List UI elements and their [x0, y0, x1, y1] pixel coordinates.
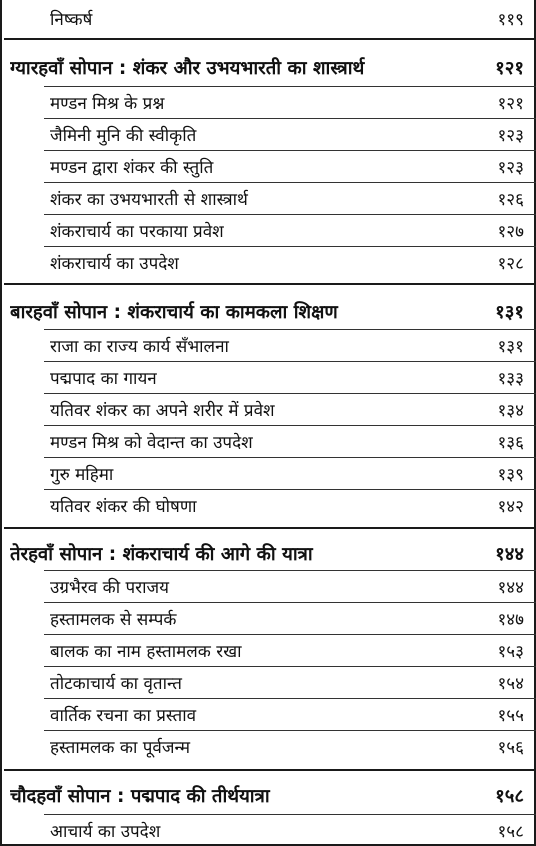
toc-entry: [2, 87, 534, 117]
entry-title: यतिवर शंकर की घोषणा: [50, 496, 197, 517]
entry-title: आचार्य का उपदेश: [50, 821, 161, 842]
entry-title: तोटकाचार्य का वृतान्त: [50, 673, 182, 694]
chapter-divider: [4, 769, 536, 771]
entry-page-number: १२१: [497, 93, 524, 114]
chapter-title: चौदहवाँ सोपान : पद्मपाद की तीर्थयात्रा: [10, 785, 270, 807]
entry-title: शंकराचार्य का उपदेश: [50, 253, 179, 274]
toc-entry: [2, 151, 534, 181]
entry-page-number: १३३: [497, 368, 524, 389]
toc-entry: [2, 815, 534, 845]
chapter-page-number: १२१: [495, 57, 524, 79]
entry-page-number: १२३: [497, 157, 524, 178]
toc-entry: [2, 635, 534, 665]
entry-title: हस्तामलक से सम्पर्क: [50, 609, 177, 630]
entry-title: शंकराचार्य का परकाया प्रवेश: [50, 221, 224, 242]
entry-page-number: १५८: [497, 821, 524, 842]
toc-entry: [2, 731, 534, 761]
entry-title: हस्तामलक का पूर्वजन्म: [50, 737, 191, 758]
entry-title: मण्डन मिश्र को वेदान्त का उपदेश: [50, 432, 253, 453]
chapter-page-number: १४४: [495, 543, 524, 565]
entry-page-number: १४४: [497, 577, 524, 598]
toc-entry: [2, 3, 534, 33]
entry-title: मण्डन द्वारा शंकर की स्तुति: [50, 157, 214, 178]
toc-chapter-heading: [2, 778, 534, 812]
toc-entry: [2, 183, 534, 213]
entry-title: जैमिनी मुनि की स्वीकृति: [50, 125, 197, 146]
toc-entry: [2, 119, 534, 149]
entry-page-number: १३६: [497, 432, 524, 453]
entry-page-number: १५४: [497, 673, 524, 694]
chapter-title: तेरहवाँ सोपान : शंकराचार्य की आगे की यात्रा: [10, 543, 313, 565]
toc-chapter-heading: [2, 294, 534, 328]
entry-page-number: १५६: [497, 737, 524, 758]
toc-entry: [2, 667, 534, 697]
toc-entry: [2, 603, 534, 633]
chapter-title: ग्यारहवाँ सोपान : शंकर और उभयभारती का शास्त्रार्थ: [10, 57, 365, 79]
entry-title: राजा का राज्य कार्य सँभालना: [50, 336, 229, 357]
toc-chapter-heading: [2, 50, 534, 84]
toc-chapter-heading: [2, 536, 534, 570]
toc-entry: [2, 247, 534, 277]
toc-entry: [2, 362, 534, 392]
chapter-divider: [4, 38, 536, 40]
toc-entry: [2, 394, 534, 424]
entry-page-number: १३१: [497, 336, 524, 357]
entry-title: वार्तिक रचना का प्रस्ताव: [50, 705, 197, 726]
entry-page-number: १४२: [497, 496, 524, 517]
toc-entry: [2, 215, 534, 245]
entry-page-number: १३९: [497, 464, 524, 485]
toc-entry: [2, 330, 534, 360]
entry-page-number: १२३: [497, 125, 524, 146]
toc-entry: [2, 571, 534, 601]
entry-page-number: १२८: [497, 253, 524, 274]
entry-page-number: १४७: [497, 609, 524, 630]
chapter-divider: [4, 283, 536, 285]
toc-entry: [2, 490, 534, 520]
toc-entry: [2, 426, 534, 456]
entry-page-number: १५३: [497, 641, 524, 662]
chapter-title: बारहवाँ सोपान : शंकराचार्य का कामकला शिक्षण: [10, 301, 338, 323]
entry-page-number: १२६: [497, 189, 524, 210]
entry-page-number: १२७: [497, 221, 524, 242]
entry-title: गुरु महिमा: [50, 464, 114, 485]
entry-title: यतिवर शंकर का अपने शरीर में प्रवेश: [50, 400, 275, 421]
entry-page-number: १३४: [497, 400, 524, 421]
entry-page-number: ११९: [497, 9, 524, 30]
chapter-page-number: १५८: [495, 785, 524, 807]
entry-title: निष्कर्ष: [50, 9, 93, 30]
entry-title: पद्मपाद का गायन: [50, 368, 157, 389]
toc-entry: [2, 458, 534, 488]
chapter-page-number: १३१: [495, 301, 524, 323]
entry-title: मण्डन मिश्र के प्रश्न: [50, 93, 165, 114]
entry-title: उग्रभैरव की पराजय: [50, 577, 170, 598]
entry-title: बालक का नाम हस्तामलक रखा: [50, 641, 242, 662]
chapter-divider: [4, 527, 536, 529]
toc-entry: [2, 699, 534, 729]
entry-page-number: १५५: [497, 705, 524, 726]
entry-title: शंकर का उभयभारती से शास्त्रार्थ: [50, 189, 248, 210]
